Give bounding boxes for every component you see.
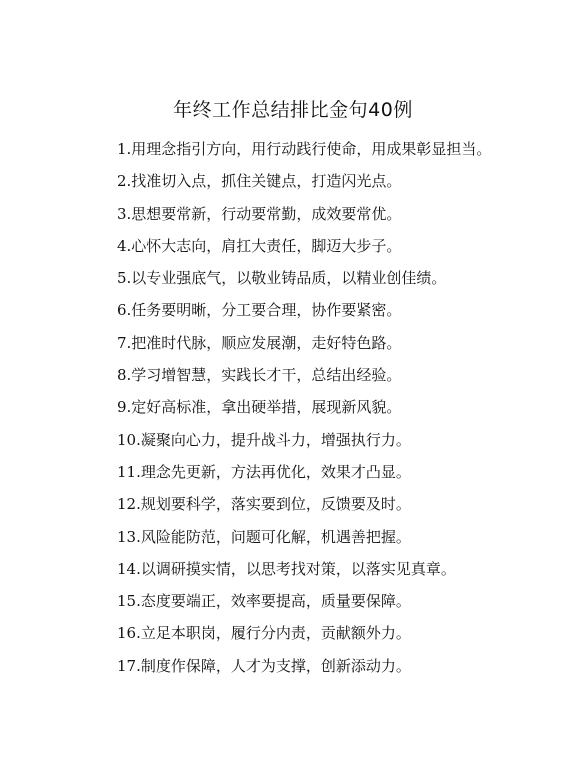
list-item: 14.以调研摸实情，以思考找对策，以落实见真章。 — [117, 559, 456, 578]
list-item: 3.思想要常新，行动要常勤，成效要常优。 — [117, 204, 402, 223]
list-item: 2.找准切入点，抓住关键点，打造闪光点。 — [117, 172, 402, 191]
list-item: 15.态度要端正，效率要提高，质量要保障。 — [117, 592, 411, 611]
list-item: 16.立足本职岗，履行分内责，贡献额外力。 — [117, 624, 411, 643]
list-item: 8.学习增智慧，实践长才干，总结出经验。 — [117, 366, 402, 385]
list-item: 5.以专业强底气，以敬业铸品质，以精业创佳绩。 — [117, 269, 447, 288]
list-item: 7.把准时代脉，顺应发展潮，走好特色路。 — [117, 333, 402, 352]
list-item: 13.风险能防范，问题可化解，机遇善把握。 — [117, 527, 411, 546]
list-item: 1.用理念指引方向，用行动践行使命，用成果彰显担当。 — [117, 140, 492, 158]
list-item: 17.制度作保障，人才为支撑，创新添动力。 — [117, 656, 411, 675]
sentence-list — [117, 138, 537, 687]
list-item: 4.心怀大志向，肩扛大责任，脚迈大步子。 — [117, 236, 402, 255]
list-item: 9.定好高标准，拿出硬举措，展现新风貌。 — [117, 398, 402, 417]
list-item: 12.规划要科学，落实要到位，反馈要及时。 — [117, 495, 411, 514]
list-item: 6.任务要明晰，分工要合理，协作要紧密。 — [117, 301, 402, 320]
list-item: 10.凝聚向心力，提升战斗力，增强执行力。 — [117, 430, 411, 449]
list-item: 11.理念先更新，方法再优化，效果才凸显。 — [117, 462, 411, 481]
page-title: 年终工作总结排比金句40例 — [173, 99, 413, 121]
